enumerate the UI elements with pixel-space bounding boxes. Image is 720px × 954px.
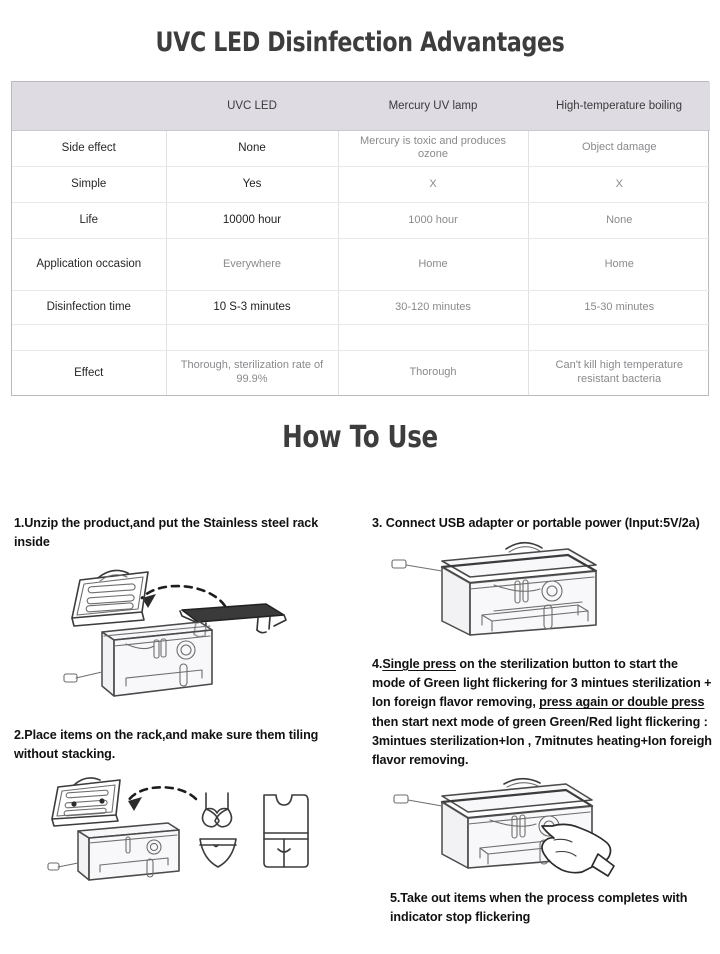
- box-lid: [52, 777, 120, 825]
- cell-uvc: 10 S-3 minutes: [166, 291, 338, 325]
- column-header-boiling: High-temperature boiling: [528, 82, 710, 130]
- row-label: Simple: [12, 167, 166, 203]
- table-row: [12, 239, 710, 291]
- garment-briefs-icon: [200, 839, 236, 867]
- column-header-blank: [12, 82, 166, 130]
- row-label: Side effect: [12, 130, 166, 167]
- box-lid: [72, 571, 148, 627]
- garment-tanktop-icon: [264, 795, 308, 867]
- page-title: UVC LED Disinfection Advantages: [155, 27, 565, 58]
- row-label: Disinfection time: [12, 291, 166, 325]
- cell-uvc: [166, 325, 338, 351]
- box-body: [48, 823, 179, 880]
- table-row: [12, 130, 710, 167]
- cell-mercury: 1000 hour: [338, 203, 528, 239]
- table-header-row: [12, 82, 710, 130]
- cell-boiling: Object damage: [528, 130, 710, 167]
- howto-title: How To Use: [282, 419, 438, 455]
- step-5-text: 5.Take out items when the process completes with indicator stop flickering: [390, 890, 688, 925]
- usb-plug-icon: [392, 560, 406, 568]
- row-label: [12, 325, 166, 351]
- cell-uvc: 10000 hour: [166, 203, 338, 239]
- cell-mercury: X: [338, 167, 528, 203]
- howto-section: [0, 514, 720, 954]
- step-2-text: 2.Place items on the rack,and make sure them tiling without stacking.: [14, 728, 319, 762]
- hand-pressing-icon: [542, 824, 614, 876]
- step-2-illustration: [28, 771, 348, 881]
- cell-mercury: 30-120 minutes: [338, 291, 528, 325]
- column-header-uvc-led: UVC LED: [166, 82, 338, 130]
- garment-bra-icon: [203, 793, 232, 827]
- step-1-illustration: [30, 560, 340, 710]
- row-label: Effect: [12, 351, 166, 395]
- column-header-mercury: Mercury UV lamp: [338, 82, 528, 130]
- cell-boiling: 15-30 minutes: [528, 291, 710, 325]
- table-body: [12, 130, 710, 395]
- usb-plug-icon: [394, 795, 408, 803]
- step-4-underline-2: press again or double press: [539, 695, 705, 710]
- cell-mercury: Home: [338, 239, 528, 291]
- cell-boiling: None: [528, 203, 710, 239]
- table-row: [12, 291, 710, 325]
- cell-boiling: X: [528, 167, 710, 203]
- cell-boiling: Home: [528, 239, 710, 291]
- row-label: Life: [12, 203, 166, 239]
- comparison-table-container: [11, 81, 709, 396]
- step-3-text: 3. Connect USB adapter or portable power (Input:5V/2a): [372, 516, 700, 530]
- cell-uvc: Everywhere: [166, 239, 338, 291]
- cell-boiling: Can't kill high temperature resistant bacteria: [555, 359, 683, 385]
- table-header: [12, 82, 710, 130]
- table-row: [12, 203, 710, 239]
- step-3-illustration: [382, 535, 682, 645]
- howto-right-column: [372, 514, 712, 927]
- cell-mercury: Mercury is toxic and produces ozone: [338, 130, 528, 167]
- step-4-illustration: [386, 776, 686, 881]
- cell-uvc: Thorough, sterilization rate of 99.9%: [166, 351, 338, 395]
- table-row: [12, 167, 710, 203]
- howto-left-column: [14, 514, 354, 881]
- comparison-table: [12, 82, 710, 395]
- step-4-body-1: on the sterilization button to start the mode of Green light flickering for 3 mintues sterilization + Ion foreign flavor removing,: [372, 657, 712, 710]
- cell-uvc: Yes: [166, 167, 338, 203]
- box-closed: [392, 543, 596, 635]
- cell-mercury: [338, 325, 528, 351]
- table-row: [12, 351, 710, 395]
- step-4-prefix: 4.: [372, 657, 383, 672]
- cell-uvc: None: [166, 130, 338, 167]
- table-row-spacer: [12, 325, 710, 351]
- cell-mercury: Thorough: [338, 351, 528, 395]
- step-4-body-2: then start next mode of green Green/Red light flickering : 3mintues sterilization+Ion , 7mitnutes heating+Ion foreigh flavor removing.: [372, 714, 712, 767]
- step-1-text: 1.Unzip the product,and put the Stainless steel rack inside: [14, 516, 319, 550]
- step-4-underline-1: Single press: [382, 657, 457, 672]
- box-body: [64, 622, 212, 696]
- cell-boiling: [528, 325, 710, 351]
- row-label: Application occasion: [12, 239, 166, 291]
- step-4-text: [372, 655, 712, 770]
